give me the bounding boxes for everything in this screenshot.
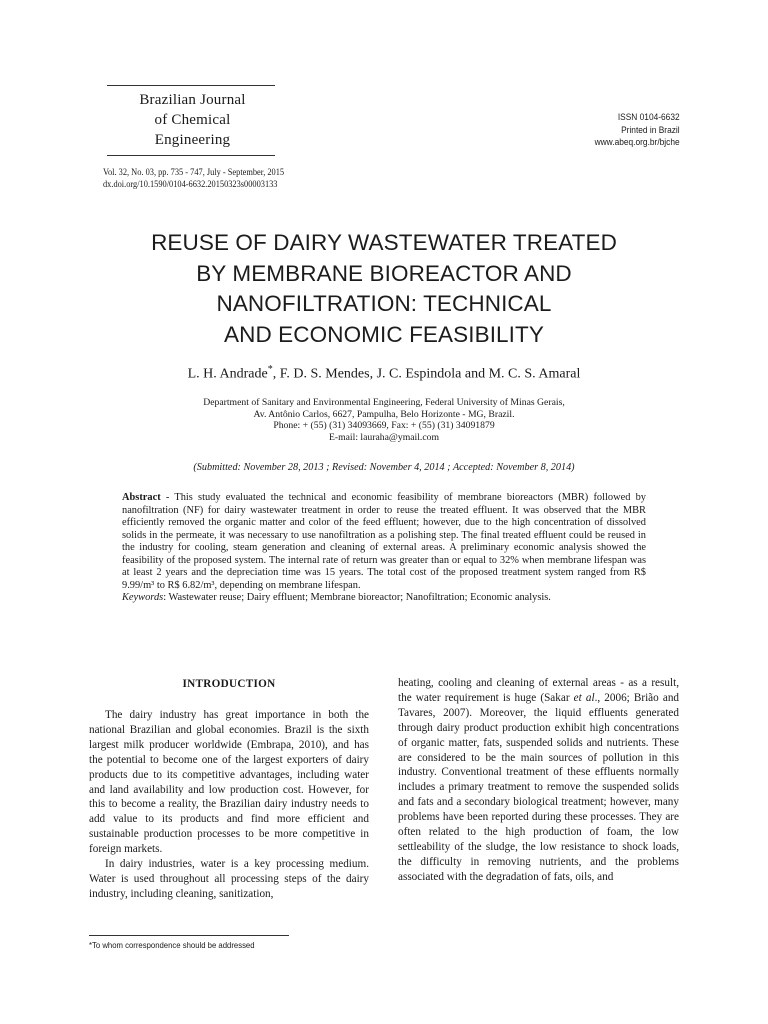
citation-etal: et al <box>573 691 595 704</box>
body-text: ., 2006; Brião and Tavares, 2007). Moreover, the liquid effluents generated through dairy product production exhibit high concentrations of organic matter, fats, suspended solids and nutrients. These are considered to be the main sources of pollution in this industry. Conventional treatment of these effluents normally includes a primary treatment to remove the suspended solids and fats and a secondary biological treatment; however, many problems have been reported during these processes. They are often related to the high production of foam, the low settleability of the sludge, the low resistance to shock loads, the difficulty in removing nutrients, and the problems associated with the degradation of fats, oils, and <box>398 691 680 883</box>
citation-block <box>103 168 284 191</box>
footnote: *To whom correspondence should be addressed <box>89 940 255 950</box>
authors <box>60 360 708 385</box>
journal-top-rule <box>107 85 275 86</box>
first-author: L. H. Andrade <box>187 366 268 382</box>
title-line: BY MEMBRANE BIOREACTOR AND <box>196 260 572 286</box>
corresponding-mark: * <box>267 364 273 375</box>
printed-in: Printed in Brazil <box>621 124 680 136</box>
journal-name-line: Brazilian Journal <box>139 92 246 108</box>
body-column-left <box>89 708 369 902</box>
affiliation-line: Phone: + (55) (31) 34093669, Fax: + (55) (31) 34091879 <box>273 420 495 431</box>
journal-name-line: Engineering <box>154 132 231 148</box>
journal-website: www.abeq.org.br/bjche <box>594 137 680 148</box>
other-authors: , F. D. S. Mendes, J. C. Espindola and M. C. S. Amaral <box>272 366 581 382</box>
journal-bottom-rule <box>107 155 275 156</box>
body-paragraph <box>398 676 679 885</box>
title-line: REUSE OF DAIRY WASTEWATER TREATED <box>151 230 617 255</box>
affiliation-line: Av. Antônio Carlos, 6627, Pampulha, Belo Horizonte - MG, Brazil. <box>253 408 515 420</box>
abstract-label: Abstract <box>122 492 161 503</box>
volume-line: Vol. 32, No. 03, pp. 735 - 747, July - September, 2015 <box>103 168 285 178</box>
footnote-rule <box>89 935 289 936</box>
body-column-right <box>398 676 679 885</box>
doi-line: dx.doi.org/10.1590/0104-6632.20150323s00003133 <box>103 179 278 190</box>
section-heading-introduction: INTRODUCTION <box>182 678 276 690</box>
title-line: NANOFILTRATION: TECHNICAL <box>216 291 552 316</box>
submission-dates: (Submitted: November 28, 2013 ; Revised: November 4, 2014 ; Accepted: November 8, 2014) <box>193 462 575 473</box>
body-paragraph: In dairy industries, water is a key processing medium. Water is used throughout all processing steps of the dairy industry, including cleaning, sanitization, <box>89 858 369 900</box>
journal-name <box>110 90 275 150</box>
abstract <box>122 492 646 605</box>
keywords-label: Keywords <box>122 592 164 603</box>
affiliation <box>100 397 668 443</box>
issn: ISSN 0104-6632 <box>618 112 680 123</box>
body-paragraph: The dairy industry has great importance in both the national Brazilian and global economies. Brazil is the sixth largest milk producer worldwide (Embrapa, 2010), and has the potential to become one of the largest exporters of dairy products due to its competitive advantages, including water and land availability and low production cost. However, for this to become a reality, the Brazilian dairy industry needs to add value to its products and find more efficient and sustainable production processes to be more competitive in foreign markets. <box>89 709 369 856</box>
abstract-text: - This study evaluated the technical and economic feasibility of membrane bioreactors (MBR) followed by nanofiltration (NF) for dairy wastewater treatment in order to reuse the treated effluent. It was observed that the MBR efficiently removed the organic matter and color of the feed effluent; however, due to the high concentration of dissolved solids in the permeate, it was necessary to use nanofiltration as a polishing step. The final treated effluent could be reused in the industry for cooling, steam generation and cleaning of external areas. A preliminary economic analysis showed the feasibility of the proposed system. The internal rate of return was greater than or equal to 32% when membrane lifespan was at least 2 years and the depreciation time was 15 years. The total cost of the proposed treatment system ranged from R$ 9.99/m³ to R$ 6.82/m³, depending on membrane lifespan. <box>122 492 646 591</box>
paper-title <box>60 228 708 350</box>
title-line: AND ECONOMIC FEASIBILITY <box>224 321 544 347</box>
affiliation-email: E-mail: lauraha@ymail.com <box>328 431 440 443</box>
journal-name-line: of Chemical <box>154 112 231 128</box>
issn-block <box>595 112 680 150</box>
affiliation-line: Department of Sanitary and Environmental Engineering, Federal University of Minas Gerais, <box>203 397 565 408</box>
body-text: heating, cooling and cleaning of external areas - as a result, the water requirement is huge (Sakar <box>398 677 679 704</box>
keywords-text: : Wastewater reuse; Dairy effluent; Membrane bioreactor; Nanofiltration; Economic analysis. <box>163 592 551 603</box>
